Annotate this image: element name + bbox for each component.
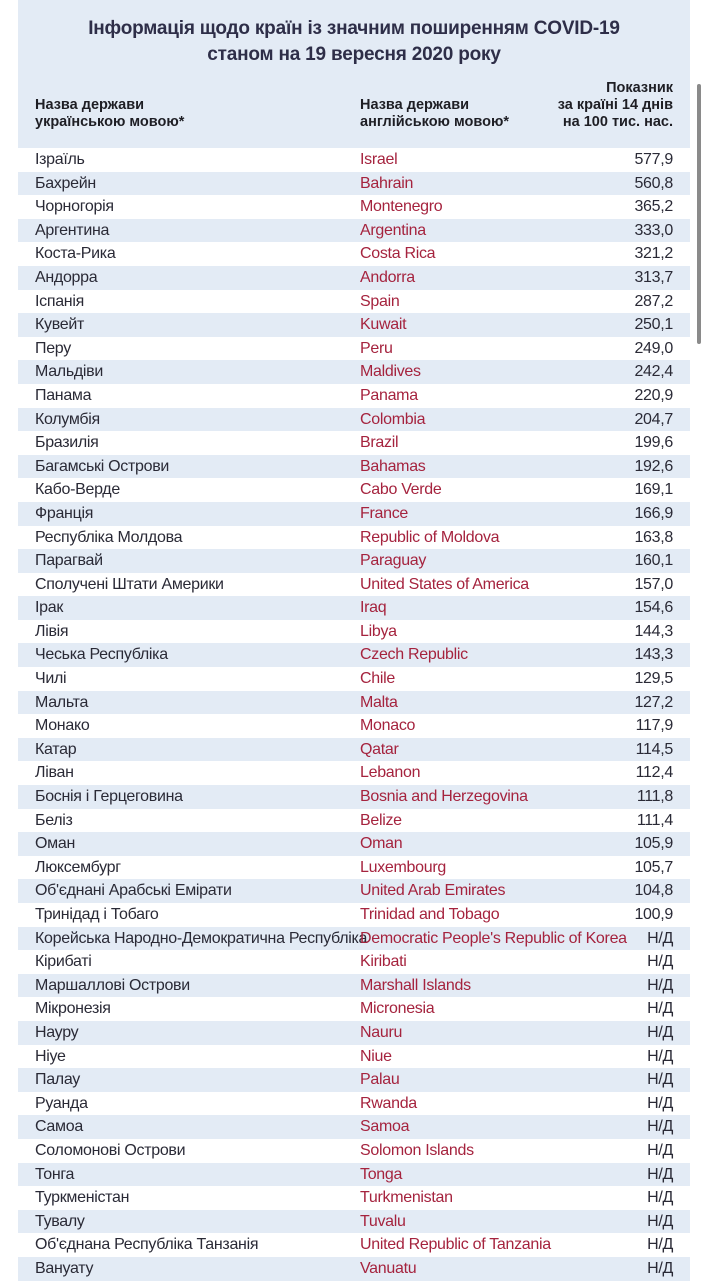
header-indicator-line-1: Показник [606, 80, 673, 96]
table-row [18, 313, 690, 337]
country-name-en: Cabo Verde [360, 481, 442, 499]
header-indicator-line-2: за країні 14 днів [557, 97, 673, 113]
header-english-line-1: Назва держави [360, 97, 470, 113]
country-name-uk: Бразилія [35, 434, 99, 452]
country-name-en: Peru [360, 339, 393, 357]
country-name-uk: Багамські Острови [35, 457, 170, 475]
indicator-value: 250,1 [634, 316, 673, 334]
country-name-uk: Андорра [35, 268, 98, 286]
indicator-value: 160,1 [634, 552, 673, 570]
table-row [18, 195, 690, 219]
table-row [18, 974, 690, 998]
country-name-uk: Чорногорія [35, 198, 114, 216]
indicator-value: Н/Д [647, 1023, 673, 1041]
table-row [18, 927, 690, 951]
country-name-uk: Об'єднані Арабські Емірати [35, 882, 232, 900]
indicator-value: 560,8 [634, 174, 673, 192]
indicator-value: Н/Д [647, 1165, 673, 1183]
country-name-en: Turkmenistan [360, 1189, 453, 1207]
covid-table-panel [18, 0, 690, 1280]
indicator-value: 333,0 [634, 221, 673, 239]
country-name-en: Micronesia [360, 1000, 435, 1018]
indicator-value: 127,2 [634, 693, 673, 711]
header-english-line-2: англійською мовою* [360, 114, 509, 130]
country-name-uk: Беліз [35, 811, 73, 829]
indicator-value: 100,9 [634, 906, 673, 923]
indicator-value: Н/Д [647, 1118, 673, 1136]
indicator-value: 242,4 [634, 363, 673, 381]
indicator-value: 166,9 [634, 504, 673, 522]
table-row [18, 1092, 690, 1116]
table-row [18, 1210, 690, 1234]
header-ukrainian-name [35, 97, 184, 131]
scrollbar[interactable] [697, 84, 701, 344]
table-row [18, 337, 690, 361]
indicator-value: 577,9 [634, 151, 673, 168]
table-row [18, 172, 690, 196]
indicator-value: Н/Д [647, 1259, 673, 1277]
table-row [18, 408, 690, 432]
country-name-en: Montenegro [360, 198, 443, 216]
indicator-value: Н/Д [647, 1212, 673, 1230]
table-row [18, 1233, 690, 1257]
indicator-value: 111,8 [636, 788, 673, 806]
country-name-en: Marshall Islands [360, 976, 471, 994]
indicator-value: 117,9 [635, 717, 673, 735]
header-ukrainian-line-1: Назва держави [35, 97, 145, 113]
country-name-en: Paraguay [360, 552, 427, 570]
indicator-value: 321,2 [634, 245, 673, 263]
country-name-uk: Об'єднана Республіка Танзанія [35, 1236, 259, 1254]
country-name-uk: Сполучені Штати Америки [35, 575, 224, 593]
country-name-en: Rwanda [360, 1094, 417, 1112]
indicator-value: Н/Д [647, 929, 673, 947]
indicator-value: 157,0 [634, 575, 673, 593]
country-name-uk: Ліван [35, 764, 74, 782]
table-row [18, 620, 690, 644]
indicator-value: Н/Д [647, 1236, 673, 1254]
country-name-uk: Кабо-Верде [35, 481, 120, 499]
indicator-value: 249,0 [634, 339, 673, 357]
table-row [18, 738, 690, 762]
header-ukrainian-line-2: українською мовою* [35, 114, 185, 130]
table-row [18, 502, 690, 526]
country-name-uk: Руанда [35, 1094, 88, 1112]
table-row [18, 714, 690, 738]
country-name-en: United Arab Emirates [360, 882, 506, 900]
country-name-en: Vanuatu [360, 1259, 417, 1277]
header-indicator-line-3: на 100 тис. нас. [562, 114, 673, 130]
indicator-value: Н/Д [647, 1189, 673, 1207]
country-name-uk: Ірак [35, 599, 64, 617]
country-name-uk: Бахрейн [35, 174, 96, 192]
country-name-en: Solomon Islands [360, 1141, 474, 1159]
country-name-uk: Чилі [35, 670, 67, 688]
table-row [18, 1115, 690, 1139]
country-name-en: Nauru [360, 1023, 403, 1041]
country-name-uk: Панама [35, 386, 92, 404]
table-row [18, 360, 690, 384]
table-row [18, 997, 690, 1021]
table-row [18, 148, 690, 172]
indicator-value: 105,9 [634, 835, 673, 853]
table-row [18, 643, 690, 667]
country-name-en: Bosnia and Herzegovina [360, 788, 528, 806]
country-name-uk: Маршаллові Острови [35, 976, 190, 994]
table-row [18, 290, 690, 314]
country-name-uk: Палау [35, 1071, 80, 1089]
country-name-uk: Катар [35, 740, 77, 758]
country-name-uk: Кірибаті [35, 953, 92, 971]
country-name-en: Belize [360, 811, 402, 829]
indicator-value: 287,2 [634, 292, 673, 310]
country-name-uk: Колумбія [35, 410, 100, 428]
country-name-uk: Республіка Молдова [35, 528, 183, 546]
country-name-uk: Науру [35, 1023, 79, 1041]
table-row [18, 809, 690, 833]
indicator-value: 112,4 [635, 764, 673, 782]
country-name-en: Argentina [360, 221, 426, 239]
table-row [18, 950, 690, 974]
country-name-uk: Ізраїль [35, 151, 85, 168]
indicator-value: 129,5 [634, 670, 673, 688]
indicator-value: 111,4 [636, 811, 673, 829]
table-row [18, 691, 690, 715]
table-row [18, 526, 690, 550]
country-name-uk: Монако [35, 717, 90, 735]
country-name-en: Spain [360, 292, 400, 310]
table-row [18, 903, 690, 927]
country-name-en: Malta [360, 693, 398, 711]
country-name-en: Israel [360, 151, 398, 168]
country-name-uk: Іспанія [35, 292, 84, 310]
indicator-value: Н/Д [647, 1047, 673, 1065]
table-row [18, 384, 690, 408]
country-name-uk: Кувейт [35, 316, 85, 334]
country-name-en: Luxembourg [360, 858, 446, 876]
country-name-en: United Republic of Tanzania [360, 1236, 551, 1254]
country-name-uk: Парагвай [35, 552, 103, 570]
country-name-uk: Аргентина [35, 221, 110, 239]
indicator-value: Н/Д [647, 1000, 673, 1018]
table-row [18, 1257, 690, 1281]
country-name-uk: Мальдіви [35, 363, 104, 381]
country-name-en: Kiribati [360, 953, 407, 971]
table-row [18, 242, 690, 266]
table-row [18, 266, 690, 290]
country-name-uk: Люксембург [35, 858, 121, 876]
country-name-uk: Самоа [35, 1118, 83, 1136]
country-name-en: Panama [360, 386, 418, 404]
country-name-en: Republic of Moldova [360, 528, 500, 546]
country-name-en: Samoa [360, 1118, 410, 1136]
country-name-uk: Лівія [35, 622, 69, 640]
country-name-uk: Коста-Рика [35, 245, 116, 263]
table-row [18, 1139, 690, 1163]
country-name-en: Brazil [360, 434, 399, 452]
country-name-uk: Соломонові Острови [35, 1141, 186, 1159]
country-name-en: Bahrain [360, 174, 414, 192]
title-line-1: Інформація щодо країн із значним поширенням COVID-19 [88, 18, 620, 39]
indicator-value: Н/Д [647, 1141, 673, 1159]
table-row [18, 1163, 690, 1187]
country-name-en: Andorra [360, 268, 415, 286]
country-name-uk: Корейська Народно-Демократична Республіка [35, 929, 368, 947]
indicator-value: 144,3 [634, 622, 673, 640]
indicator-value: Н/Д [647, 1071, 673, 1089]
country-name-en: Tonga [360, 1165, 403, 1183]
country-name-en: Niue [360, 1047, 392, 1065]
country-name-uk: Тонга [35, 1165, 75, 1183]
country-name-en: United States of America [360, 575, 529, 593]
country-name-en: Iraq [360, 599, 387, 617]
table-row [18, 1021, 690, 1045]
table-row [18, 832, 690, 856]
table-row [18, 549, 690, 573]
country-name-uk: Тринідад і Тобаго [35, 906, 159, 923]
country-name-en: Palau [360, 1071, 400, 1089]
country-name-uk: Туркменістан [35, 1189, 130, 1207]
country-name-en: Trinidad and Tobago [360, 906, 500, 923]
table-row [18, 455, 690, 479]
country-name-uk: Чеська Республіка [35, 646, 168, 664]
country-name-uk: Мальта [35, 693, 89, 711]
table-row [18, 761, 690, 785]
indicator-value: Н/Д [647, 976, 673, 994]
country-name-en: Oman [360, 835, 403, 853]
indicator-value: 192,6 [634, 457, 673, 475]
indicator-value: 143,3 [634, 646, 673, 664]
header-english-name [360, 97, 509, 131]
country-name-uk: Вануату [35, 1259, 94, 1277]
country-name-en: Czech Republic [360, 646, 468, 664]
header-indicator [558, 80, 673, 131]
country-name-en: Monaco [360, 717, 416, 735]
table-row [18, 1186, 690, 1210]
title-line-2: станом на 19 вересня 2020 року [207, 44, 501, 65]
table-row [18, 1068, 690, 1092]
country-name-uk: Тувалу [35, 1212, 85, 1230]
indicator-value: 154,6 [634, 599, 673, 617]
country-name-uk: Боснія і Герцеговина [35, 788, 183, 806]
country-name-en: Maldives [360, 363, 421, 381]
indicator-value: Н/Д [647, 1094, 673, 1112]
country-table [18, 148, 690, 1281]
country-name-en: Colombia [360, 410, 426, 428]
table-row [18, 596, 690, 620]
indicator-value: Н/Д [647, 953, 673, 971]
indicator-value: 114,5 [635, 740, 673, 758]
table-row [18, 573, 690, 597]
country-name-uk: Мікронезія [35, 1000, 111, 1018]
country-name-en: Qatar [360, 740, 399, 758]
table-row [18, 785, 690, 809]
indicator-value: 199,6 [634, 434, 673, 452]
country-name-en: Democratic People's Republic of Korea [360, 929, 627, 947]
table-row [18, 856, 690, 880]
indicator-value: 313,7 [634, 268, 673, 286]
country-name-uk: Франція [35, 504, 94, 522]
table-row [18, 667, 690, 691]
country-name-en: Bahamas [360, 457, 426, 475]
table-title [18, 16, 690, 68]
indicator-value: 365,2 [634, 198, 673, 216]
country-name-uk: Ніуе [35, 1047, 66, 1065]
indicator-value: 169,1 [634, 481, 673, 499]
country-name-en: Lebanon [360, 764, 421, 782]
country-name-en: Libya [360, 622, 397, 640]
indicator-value: 163,8 [634, 528, 673, 546]
country-name-uk: Оман [35, 835, 75, 853]
indicator-value: 204,7 [634, 410, 673, 428]
country-name-en: Chile [360, 670, 395, 688]
country-name-en: Kuwait [360, 316, 407, 334]
country-name-en: Tuvalu [360, 1212, 406, 1230]
table-row [18, 219, 690, 243]
table-row [18, 879, 690, 903]
table-row [18, 1045, 690, 1069]
country-name-en: France [360, 504, 408, 522]
indicator-value: 104,8 [634, 882, 673, 900]
country-name-uk: Перу [35, 339, 71, 357]
indicator-value: 105,7 [634, 858, 673, 876]
indicator-value: 220,9 [634, 386, 673, 404]
table-row [18, 431, 690, 455]
country-name-en: Costa Rica [360, 245, 436, 263]
table-row [18, 478, 690, 502]
